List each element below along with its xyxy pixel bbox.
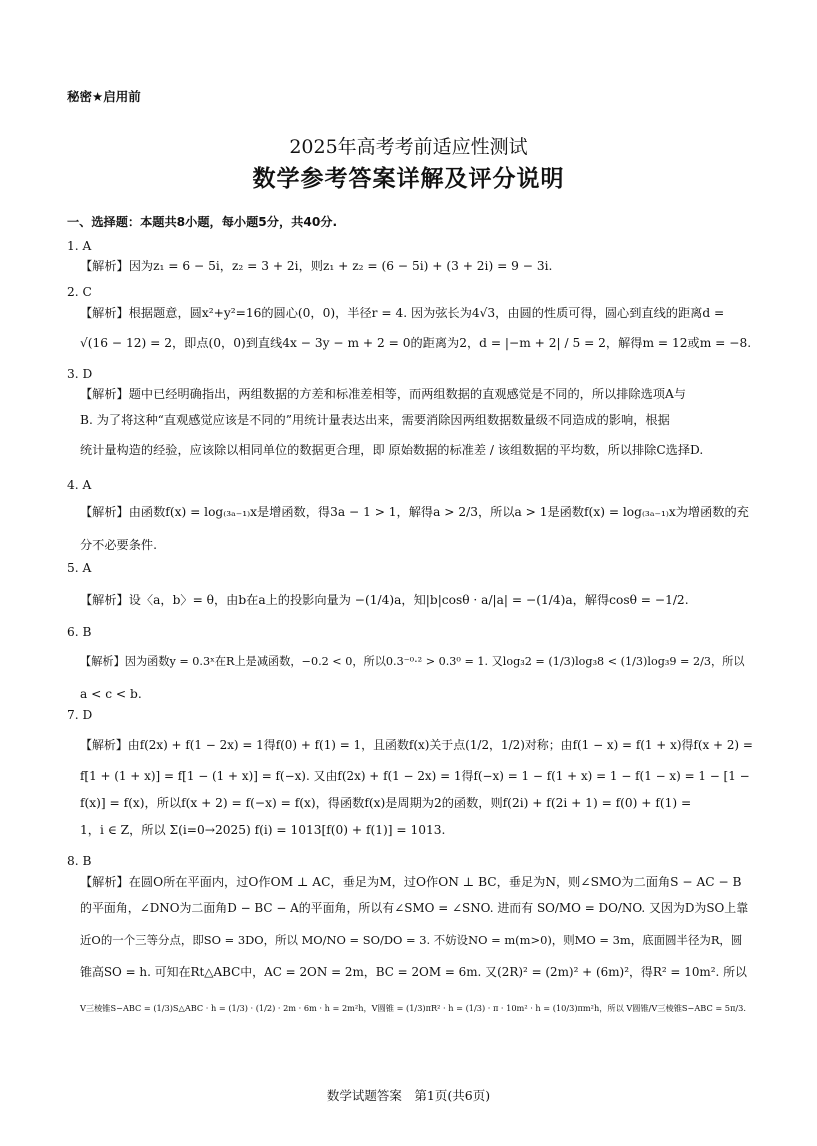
analysis-line: 的平面角，∠DNO为二面角D − BC − A的平面角，所以有∠SMO = ∠SNO. 进而有 SO/MO = DO/NO. 又因为D为SO上靠 [80,901,749,915]
analysis-line: f[1 + (1 + x)] = f[1 − (1 + x)] = f(−x). 又由f(2x) + f(1 − 2x) = 1得f(−x) = 1 − f(1 + x) = 1 − f(1 − x) = 1 − [1 − [80,769,750,783]
answer-number: 6. B [67,625,92,639]
analysis-line: 分不必要条件. [80,538,157,552]
answer-number: 8. B [67,854,92,868]
analysis-line: 【解析】由f(2x) + f(1 − 2x) = 1得f(0) + f(1) = 1，且函数f(x)关于点(1/2，1/2)对称；由f(1 − x) = f(1 + x)得f(x + 2) = [80,738,753,752]
analysis-line: 【解析】在圆O所在平面内，过O作OM ⊥ AC，垂足为M，过O作ON ⊥ BC，垂足为N，则∠SMO为二面角S − AC − B [80,875,742,889]
analysis-line: 1，i ∈ Z，所以 Σ(i=0→2025) f(i) = 1013[f(0) + f(1)] = 1013. [80,823,446,837]
analysis-line: a < c < b. [80,687,142,701]
analysis-line: √(16 − 12) = 2，即点(0，0)到直线4x − 3y − m + 2 = 0的距离为2，d = |−m + 2| / 5 = 2，解得m = 12或m = −8. [80,336,752,350]
analysis-line: 【解析】因为z₁ = 6 − 5i，z₂ = 3 + 2i，则z₁ + z₂ = (6 − 5i) + (3 + 2i) = 9 − 3i. [80,259,553,273]
answer-number: 2. C [67,285,92,299]
analysis-line: 【解析】根据题意，圆x²+y²=16的圆心(0，0)，半径r = 4. 因为弦长为4√3，由圆的性质可得，圆心到直线的距离d = [80,306,725,320]
analysis-line: 【解析】题中已经明确指出，两组数据的方差和标准差相等，而两组数据的直观感觉是不同的，所以排除选项A与 [80,387,686,401]
analysis-line: 【解析】因为函数y = 0.3ˣ在R上是减函数，−0.2 < 0，所以0.3⁻⁰·² > 0.3⁰ = 1. 又log₃2 = (1/3)log₃8 < (1/3)log₃9 = 2/3，所以 [80,655,745,668]
answer-number: 4. A [67,478,92,492]
analysis-line: B. 为了将这种“直观感觉应该是不同的”用统计量表达出来，需要消除因两组数据数量级不同造成的影响，根据 [80,413,670,427]
answer-number: 5. A [67,561,92,575]
analysis-line: 锥高SO = h. 可知在Rt△ABC中，AC = 2ON = 2m，BC = 2OM = 6m. 又(2R)² = (2m)² + (6m)²，得R² = 10m². 所以 [80,965,747,979]
analysis-line: 【解析】设〈a，b〉= θ，由b在a上的投影向量为 −(1/4)a，知|b|cosθ · a/|a| = −(1/4)a，解得cosθ = −1/2. [80,593,689,607]
section-heading: 一、选择题：本题共8小题，每小题5分，共40分. [67,215,338,229]
analysis-line: 近O的一个三等分点，即SO = 3DO，所以 MO/NO = SO/DO = 3. 不妨设NO = m(m>0)，则MO = 3m，底面圆半径为R，圆 [80,933,743,947]
analysis-line: 【解析】由函数f(x) = log₍₃ₐ₋₁₎x是增函数，得3a − 1 > 1，解得a > 2/3，所以a > 1是函数f(x) = log₍₃ₐ₋₁₎x为增函数的充 [80,505,749,519]
answer-number: 3. D [67,367,93,381]
answer-number: 7. D [67,708,93,722]
analysis-line: V三棱锥S−ABC = (1/3)S△ABC · h = (1/3) · (1/2) · 2m · 6m · h = 2m²h，V圆锥 = (1/3)πR² · h = (1/3) · π · 10m² · h = (10/3)πm²h，所以 V圆锥/V三棱锥S−ABC = 5π/3. [80,1003,746,1013]
page-footer: 数学试题答案 第1页(共6页) [326,1088,491,1103]
exam-title: 2025年高考考前适应性测试 [289,136,528,158]
answer-number: 1. A [67,239,92,253]
analysis-line: f(x)] = f(x)，所以f(x + 2) = f(−x) = f(x)，得函数f(x)是周期为2的函数，则f(2i) + f(2i + 1) = f(0) + f(1) = [80,796,692,810]
confidential-mark: 秘密★启用前 [67,89,141,104]
document-subtitle: 数学参考答案详解及评分说明 [252,166,565,192]
analysis-line: 统计量构造的经验，应该除以相同单位的数据更合理，即 原始数据的标准差 / 该组数据的平均数，所以排除C选择D. [80,443,704,457]
